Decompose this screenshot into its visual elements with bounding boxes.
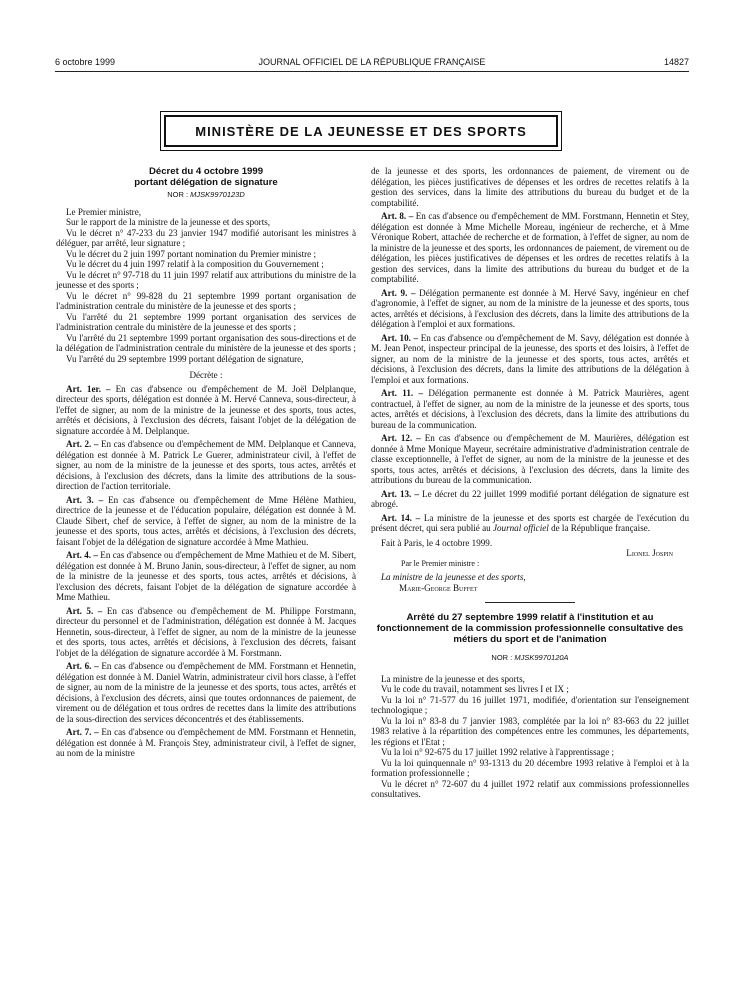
visa-line: Vu le décret du 2 juin 1997 portant nomination du Premier ministre ; [66, 248, 316, 259]
visa-line: Vu le décret n° 47-233 du 23 janvier 1947 modifié autorisant les ministres à déléguer, par arrêté, leur signature ; [56, 227, 356, 248]
visa-line: Sur le rapport de la ministre de la jeunesse et des sports, [66, 217, 271, 227]
fait-a-paris: Fait à Paris, le 4 octobre 1999. [381, 537, 493, 548]
decree-separator [485, 602, 575, 603]
par-le-premier-ministre: Par le Premier ministre : [401, 558, 480, 568]
visa-line: Vu la loi quinquennale n° 93-1313 du 20 décembre 1993 relative à l'emploi et à la formation professionnelle ; [371, 757, 689, 778]
ministry-heading: MINISTÈRE DE LA JEUNESSE ET DES SPORTS [195, 123, 527, 139]
visa-line: Vu le décret n° 72-607 du 4 juillet 1972 relatif aux commissions professionnelles consultatives. [371, 778, 689, 799]
article-6: Art. 6. – En cas d'absence ou d'empêchement de MM. Forstmann et Hennetin, délégation est donnée à M. Daniel Watrin, administrateur civil hors classe, à l'effet de signer, au nom de la ministre de la jeunesse et des sports, tous actes, arrêtés et décisions, à l'exclusion des décrets, ainsi que toutes ordonnances de paiement, de virement ou de délégation et tous ordres de recettes dans la limite des attributions de la sous-direction des services déconcentrés et des établissements. [56, 661, 356, 724]
signature-premier-ministre: Lionel Jospin [626, 548, 673, 558]
article-3: Art. 3. – En cas d'absence ou d'empêchement de Mme Hélène Mathieu, directrice de la jeunesse et de l'éducation populaire, délégation est donnée à M. Claude Sibert, chef de service, à l'effet de signer, au nom de la ministre de la jeunesse et des sports, tous actes, arrêtés et décisions, à l'exclusion des décrets, faisant l'objet de la délégation de signature accordée à Mme Mathieu. [56, 494, 357, 547]
article-7-continued: de la jeunesse et des sports, les ordonnances de paiement, de virement ou de délégation, les pièces justificatives de dépenses et les ordres de recettes relatifs à la gestion des services, dans la limite des attributions du bureau du budget et de la comptabilité. [371, 166, 689, 208]
left-column [56, 166, 356, 759]
header-rule [55, 71, 689, 72]
article-14: Art. 14. – La ministre de la jeunesse et des sports est chargée de l'exécution du présent décret, qui sera publié au Journal officiel de la République française. [371, 512, 689, 533]
header-journal-title: JOURNAL OFFICIEL DE LA RÉPUBLIQUE FRANÇAISE [258, 57, 486, 67]
visa-line: Vu la loi n° 83-8 du 7 janvier 1983, complétée par la loi n° 83-663 du 22 juillet 1983 relative à la répartition des compétences entre les communes, les départements, les régions et l'Etat ; [371, 715, 689, 747]
visa-line: Vu l'arrêté du 21 septembre 1999 portant organisation des services de l'administration centrale du ministère de la jeunesse et des sports ; [56, 311, 356, 332]
article-4: Art. 4. – En cas d'absence ou d'empêchement de Mme Mathieu et de M. Sibert, délégation est donnée à M. Bruno Janin, sous-directeur, à l'effet de signer, au nom de la ministre de la jeunesse et des sports, tous actes, arrêtés et décisions, à l'exclusion des décrets, faisant l'objet de la délégation de signature accordée à Mme Mathieu. [56, 550, 357, 602]
visa-line: Vu la loi n° 92-675 du 17 juillet 1992 relative à l'apprentissage ; [381, 747, 615, 757]
ministre-name: Marie-George Buffet [399, 582, 478, 593]
visa-line: Vu le décret n° 99-828 du 21 septembre 1999 portant organisation de l'administration centrale du ministère de la jeunesse et des sports ; [56, 290, 356, 311]
decree1-title: Décret du 4 octobre 1999 portant délégation de signature [134, 166, 278, 188]
page-header [55, 57, 689, 67]
visa-line: Vu l'arrêté du 29 septembre 1999 portant délégation de signature, [66, 353, 304, 364]
decree2-nor: NOR : MJSK9970120A [491, 653, 569, 662]
ministry-heading-box [164, 115, 558, 147]
article-9: Art. 9. – Délégation permanente est donnée à M. Hervé Savy, ingénieur en chef d'agronomie, à l'effet de signer, au nom de la ministre de la jeunesse et des sports, tous actes, arrêtés et décisions, à l'exclusion des décrets, dans la limite des attributions de la délégation à l'emploi et aux formations. [371, 287, 689, 329]
visa-line: La ministre de la jeunesse et des sports, [381, 673, 525, 684]
right-column [371, 166, 689, 800]
article-1: Art. 1er. – En cas d'absence ou d'empêchement de M. Joël Delplanque, directeur des sports, délégation est donnée à M. Hervé Canneva, sous-directeur, à l'effet de signer, au nom de la ministre de la jeunesse et des sports, tous actes, arrêtés et décisions, à l'exclusion des décrets, faisant l'objet de la délégation de signature accordée à M. Delplanque. [56, 383, 357, 436]
decree2-title: Arrêté du 27 septembre 1999 relatif à l'institution et au fonctionnement de la commission professionnelle consultative des métiers du sport et de l'animation [376, 612, 684, 645]
visa-line: Le Premier ministre, [66, 206, 142, 217]
visa-line: Vu la loi n° 71-577 du 16 juillet 1971, modifiée, d'orientation sur l'enseignement technologique ; [371, 694, 689, 715]
visa-line: Vu le code du travail, notamment ses livres I et IX ; [381, 684, 569, 694]
article-10: Art. 10. – En cas d'absence ou d'empêchement de M. Savy, délégation est donnée à M. Jean Penot, inspecteur principal de la jeunesse, des sports et des loisirs, à l'effet de signer, au nom de la ministre de la jeunesse et des sports, tous actes, arrêtés et décisions, à l'exclusion des décrets, dans la limite des attributions de la délégation à l'emploi et aux formations. [371, 332, 690, 385]
article-11: Art. 11. – Délégation permanente est donnée à M. Patrick Maurières, agent contractuel, à l'effet de signer, au nom de la ministre de la jeunesse et des sports, tous actes, arrêtés et décisions, à l'exclusion des décrets, dans la limite des attributions du bureau de la communication. [371, 388, 689, 430]
visa-line: Vu l'arrêté du 21 septembre 1999 portant organisation des sous-directions et de la délégation de l'administration centrale du ministère de la jeunesse et des sports ; [56, 332, 356, 353]
decrete-heading: Décrète : [189, 370, 223, 380]
header-date: 6 octobre 1999 [55, 57, 116, 67]
ministre-title: La ministre de la jeunesse et des sports, [381, 572, 526, 582]
header-page-number: 14827 [663, 57, 689, 67]
article-13: Art. 13. – Le décret du 22 juillet 1999 modifié portant délégation de signature est abrogé. [371, 488, 689, 509]
article-8: Art. 8. – En cas d'absence ou d'empêchement de MM. Forstmann, Hennetin et Stey, délégation est donnée à Mme Michelle Moreau, ingénieur de recherche, et à Mme Véronique Robert, attachée de recherche et de formation, à l'effet de signer, au nom de la ministre de la jeunesse et des sports, les ordonnances de paiement, de virement ou de délégation, les pièces justificatives de dépenses et les ordres de recettes relatifs à la gestion des services, dans la limite des attributions du bureau du budget et de la comptabilité. [371, 211, 689, 284]
article-12: Art. 12. – En cas d'absence ou d'empêchement de M. Maurières, délégation est donnée à Mme Monique Mayeur, secrétaire administrative d'administration centrale de classe exceptionnelle, à l'effet de signer, au nom de la ministre de la jeunesse et des sports, tous actes, arrêtés et décisions, à l'exclusion des décrets, dans la limite des attributions du bureau de la communication. [371, 433, 689, 485]
decree1-nor: NOR : MJSK9970123D [167, 190, 245, 199]
article-2: Art. 2. – En cas d'absence ou d'empêchement de MM. Delplanque et Canneva, délégation est donnée à M. Patrick Le Guerer, administrateur civil, à l'effet de signer, au nom de la ministre de la jeunesse et des sports, tous actes, arrêtés et décisions, à l'exclusion des décrets, dans la limite des attributions de la sous-direction de l'action territoriale. [56, 439, 356, 491]
article-7: Art. 7. – En cas d'absence ou d'empêchement de MM. Forstmann et Hennetin, délégation est donnée à M. François Stey, administrateur civil, à l'effet de signer, au nom de la ministre [56, 727, 356, 758]
article-5: Art. 5. – En cas d'absence ou d'empêchement de M. Philippe Forstmann, directeur du personnel et de l'administration, délégation est donnée à M. Jacques Hennetin, sous-directeur, à l'effet de signer, au nom de la ministre de la jeunesse et des sports, tous actes, arrêtés et décisions, à l'exclusion des décrets, faisant l'objet de la délégation de signature accordée à M. Forstmann. [56, 605, 356, 658]
visa-line: Vu le décret du 4 juin 1997 relatif à la composition du Gouvernement ; [66, 259, 324, 269]
visa-line: Vu le décret n° 97-718 du 11 juin 1997 relatif aux attributions du ministre de la jeunesse et des sports ; [56, 269, 356, 290]
